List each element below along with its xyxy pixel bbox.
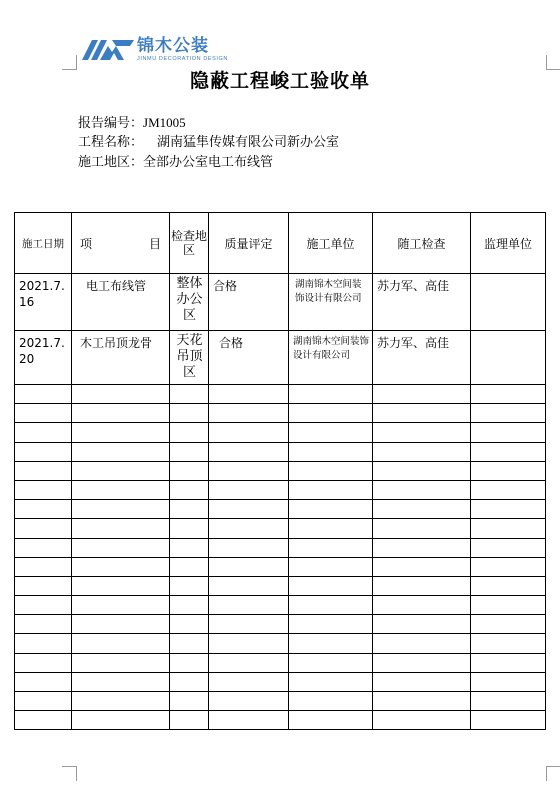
empty-cell (373, 519, 471, 538)
empty-cell (471, 538, 546, 557)
empty-cell (373, 576, 471, 595)
empty-cell (15, 634, 72, 653)
empty-cell (15, 576, 72, 595)
crop-mark-bottom-right (546, 766, 560, 781)
empty-table-row (15, 615, 546, 634)
empty-cell (209, 423, 289, 442)
empty-table-row (15, 711, 546, 730)
empty-cell (373, 615, 471, 634)
empty-cell (289, 615, 373, 634)
empty-cell (373, 423, 471, 442)
empty-cell (373, 461, 471, 480)
empty-cell (72, 576, 170, 595)
header-quality: 质量评定 (209, 213, 289, 274)
row-date: 2021.7.20 (19, 336, 65, 366)
empty-cell (72, 557, 170, 576)
empty-cell (72, 615, 170, 634)
empty-cell (170, 519, 209, 538)
empty-cell (289, 385, 373, 404)
empty-cell (209, 711, 289, 730)
empty-cell (72, 385, 170, 404)
empty-cell (170, 385, 209, 404)
empty-cell (209, 653, 289, 672)
row-item: 木工吊顶龙骨 (80, 336, 153, 350)
empty-cell (15, 596, 72, 615)
empty-cell (209, 634, 289, 653)
header-inspection-area: 检查地区 (170, 213, 209, 274)
empty-cell (72, 461, 170, 480)
empty-cell (15, 711, 72, 730)
empty-cell (170, 538, 209, 557)
report-number-label: 报告编号： (78, 116, 144, 131)
empty-cell (471, 480, 546, 499)
empty-cell (72, 711, 170, 730)
empty-cell (471, 404, 546, 423)
row-date: 2021.7.16 (19, 279, 65, 309)
empty-table-row (15, 653, 546, 672)
empty-cell (209, 557, 289, 576)
acceptance-table (14, 212, 546, 730)
empty-table-row (15, 576, 546, 595)
crop-mark-bottom-left (62, 766, 77, 781)
empty-cell (170, 480, 209, 499)
logo-name-en: JINMU DECORATION DESIGN (137, 56, 229, 62)
empty-table-row (15, 692, 546, 711)
empty-cell (471, 557, 546, 576)
empty-cell (373, 634, 471, 653)
empty-cell (471, 672, 546, 691)
project-name-value: 湖南猛隼传媒有限公司新办公室 (157, 135, 340, 150)
empty-cell (72, 500, 170, 519)
row-supervisor (471, 274, 545, 278)
document-title: 隐蔽工程峻工验收单 (189, 70, 370, 92)
empty-cell (289, 576, 373, 595)
empty-cell (471, 423, 546, 442)
empty-cell (471, 615, 546, 634)
empty-table-row (15, 672, 546, 691)
empty-table-row (15, 442, 546, 461)
empty-cell (209, 385, 289, 404)
row-contractor: 湖南锦木空间装饰设计有限公司 (295, 279, 362, 304)
empty-cell (289, 442, 373, 461)
empty-cell (471, 519, 546, 538)
empty-cell (471, 711, 546, 730)
empty-cell (209, 442, 289, 461)
table-row (15, 274, 546, 331)
row-quality: 合格 (219, 336, 244, 350)
empty-cell (72, 480, 170, 499)
empty-cell (289, 653, 373, 672)
row-supervisor (471, 331, 545, 335)
empty-cell (209, 500, 289, 519)
empty-cell (209, 672, 289, 691)
empty-cell (289, 480, 373, 499)
empty-cell (209, 480, 289, 499)
empty-cell (471, 634, 546, 653)
empty-cell (15, 672, 72, 691)
row-quality: 合格 (213, 279, 238, 293)
empty-cell (15, 557, 72, 576)
row-inspector: 苏力军、高佳 (377, 279, 450, 293)
empty-table-row (15, 538, 546, 557)
construction-area-label: 施工地区： (78, 155, 144, 170)
empty-cell (373, 385, 471, 404)
empty-cell (289, 634, 373, 653)
empty-cell (170, 423, 209, 442)
empty-cell (72, 538, 170, 557)
empty-cell (373, 596, 471, 615)
empty-cell (209, 576, 289, 595)
report-number-value: JM1005 (143, 115, 186, 130)
empty-cell (471, 500, 546, 519)
empty-cell (289, 692, 373, 711)
project-name-label: 工程名称： (78, 135, 144, 150)
empty-cell (15, 461, 72, 480)
empty-cell (170, 404, 209, 423)
empty-cell (209, 519, 289, 538)
empty-cell (15, 404, 72, 423)
empty-cell (289, 538, 373, 557)
empty-cell (170, 672, 209, 691)
empty-cell (170, 711, 209, 730)
empty-cell (15, 615, 72, 634)
empty-cell (170, 596, 209, 615)
empty-cell (289, 423, 373, 442)
empty-cell (289, 461, 373, 480)
empty-cell (373, 672, 471, 691)
empty-cell (15, 480, 72, 499)
project-name-line (78, 136, 339, 149)
header-inspector: 随工检查 (373, 213, 471, 274)
row-contractor: 湖南锦木空间装饰设计有限公司 (293, 336, 370, 361)
table-row (15, 331, 546, 385)
empty-cell (373, 480, 471, 499)
row-area: 整体办公区 (176, 276, 203, 323)
empty-cell (170, 500, 209, 519)
empty-cell (170, 461, 209, 480)
empty-cell (209, 538, 289, 557)
empty-cell (72, 404, 170, 423)
empty-table-row (15, 385, 546, 404)
empty-cell (373, 557, 471, 576)
empty-cell (471, 576, 546, 595)
empty-cell (289, 404, 373, 423)
empty-table-row (15, 634, 546, 653)
empty-cell (72, 519, 170, 538)
empty-cell (471, 461, 546, 480)
empty-cell (289, 500, 373, 519)
empty-table-row (15, 480, 546, 499)
empty-cell (373, 404, 471, 423)
empty-cell (15, 653, 72, 672)
logo-name-cn: 锦木公装 (137, 36, 209, 56)
empty-cell (289, 672, 373, 691)
empty-cell (471, 653, 546, 672)
empty-cell (209, 615, 289, 634)
empty-cell (373, 442, 471, 461)
empty-cell (373, 500, 471, 519)
construction-area-value: 全部办公室电工布线管 (143, 155, 274, 170)
empty-cell (373, 692, 471, 711)
empty-table-row (15, 519, 546, 538)
empty-cell (471, 385, 546, 404)
empty-cell (15, 519, 72, 538)
report-number-line (78, 116, 186, 130)
empty-cell (170, 442, 209, 461)
empty-cell (15, 500, 72, 519)
empty-table-row (15, 557, 546, 576)
empty-table-row (15, 461, 546, 480)
empty-cell (289, 711, 373, 730)
empty-cell (72, 634, 170, 653)
empty-cell (209, 596, 289, 615)
empty-table-row (15, 423, 546, 442)
empty-cell (170, 692, 209, 711)
empty-cell (289, 557, 373, 576)
header-contractor: 施工单位 (289, 213, 373, 274)
empty-cell (373, 711, 471, 730)
empty-cell (209, 404, 289, 423)
empty-cell (15, 385, 72, 404)
empty-table-row (15, 596, 546, 615)
row-area: 天花吊顶区 (176, 333, 203, 380)
construction-area-line (78, 156, 273, 169)
empty-cell (289, 596, 373, 615)
empty-cell (72, 442, 170, 461)
empty-cell (72, 423, 170, 442)
empty-cell (471, 692, 546, 711)
empty-cell (209, 461, 289, 480)
empty-cell (72, 692, 170, 711)
empty-table-row (15, 404, 546, 423)
empty-cell (471, 442, 546, 461)
header-date: 施工日期 (15, 213, 72, 274)
header-item-char-2: 目 (148, 236, 161, 251)
empty-cell (209, 692, 289, 711)
empty-cell (72, 596, 170, 615)
empty-cell (170, 615, 209, 634)
empty-cell (170, 634, 209, 653)
company-logo (82, 38, 228, 63)
row-inspector: 苏力军、高佳 (377, 336, 450, 350)
table-header-row (15, 213, 546, 274)
empty-table-row (15, 500, 546, 519)
empty-cell (289, 519, 373, 538)
empty-cell (15, 442, 72, 461)
jm-logo-icon (82, 38, 134, 62)
empty-cell (15, 423, 72, 442)
empty-cell (373, 653, 471, 672)
empty-cell (170, 653, 209, 672)
empty-cell (72, 653, 170, 672)
empty-cell (15, 538, 72, 557)
empty-cell (170, 557, 209, 576)
empty-cell (170, 576, 209, 595)
header-supervisor: 监理单位 (471, 213, 546, 274)
row-item: 电工布线管 (86, 279, 147, 293)
empty-cell (15, 692, 72, 711)
empty-cell (72, 672, 170, 691)
empty-cell (471, 596, 546, 615)
header-item (72, 213, 170, 274)
empty-cell (373, 538, 471, 557)
header-item-char-1: 项 (80, 236, 93, 251)
